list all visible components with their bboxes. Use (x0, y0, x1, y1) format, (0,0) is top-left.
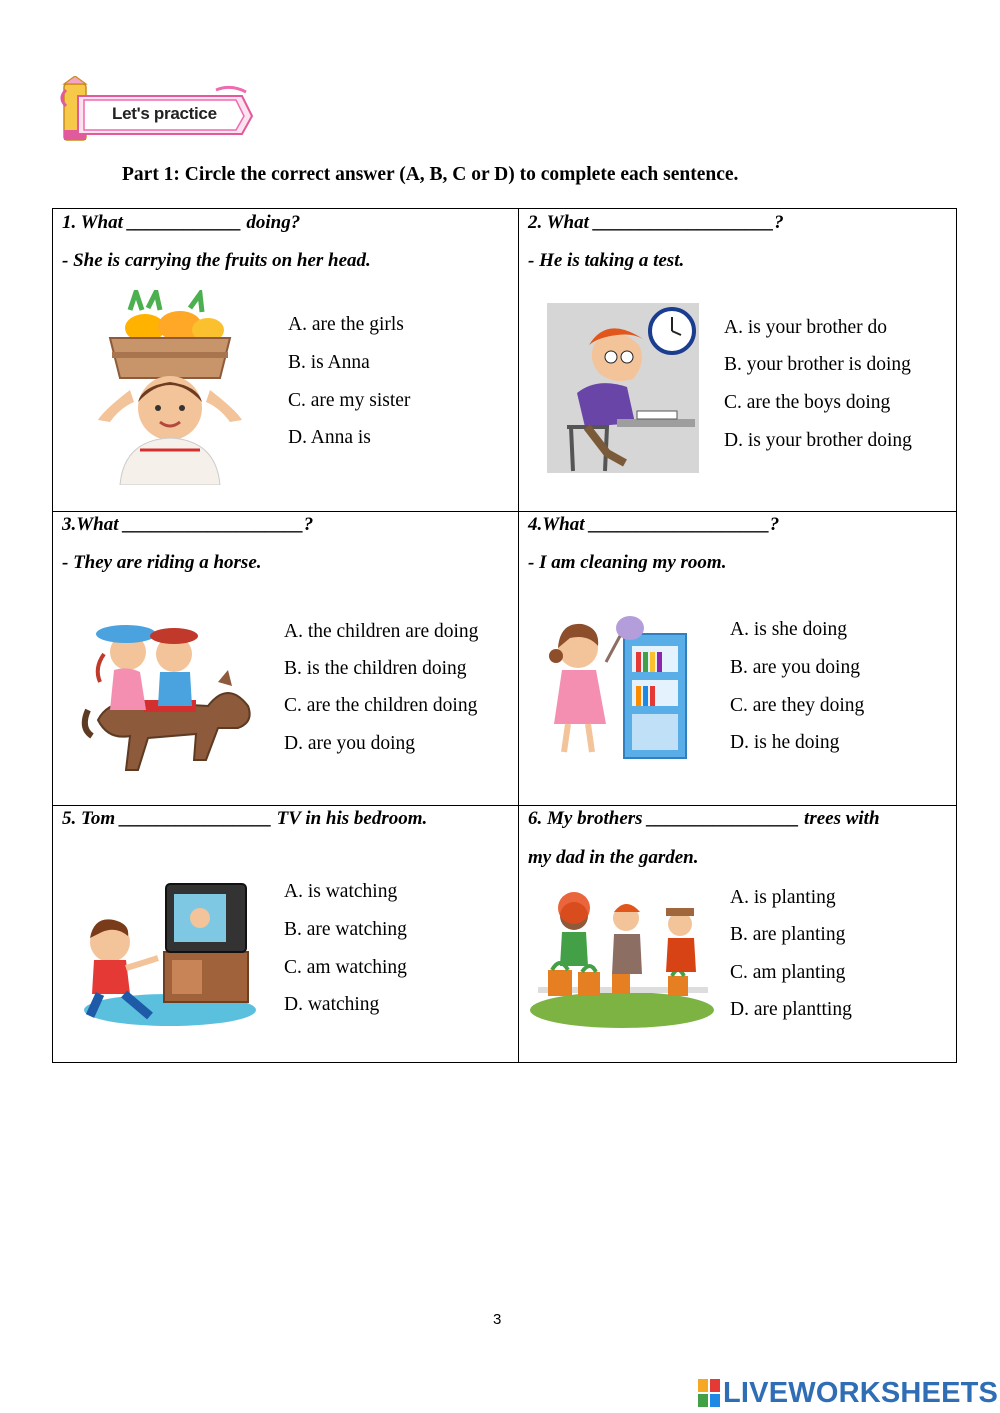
q6-option-a[interactable]: A. is planting (730, 887, 836, 908)
question-4-answer: - I am cleaning my room. (528, 552, 727, 573)
q6-option-b[interactable]: B. are planting (730, 924, 846, 945)
people-planting-garden-icon (528, 890, 714, 1032)
q1-option-b[interactable]: B. is Anna (288, 352, 370, 373)
q3-option-c[interactable]: C. are the children doing (284, 695, 478, 716)
children-riding-horse-icon (78, 610, 256, 775)
q4-option-c[interactable]: C. are they doing (730, 695, 865, 716)
q2-option-d[interactable]: D. is your brother doing (724, 430, 912, 451)
q2-option-c[interactable]: C. are the boys doing (724, 392, 891, 413)
question-5-prompt: 5. Tom ________________ TV in his bedroom. (62, 808, 428, 829)
question-6-answer: my dad in the garden. (528, 847, 699, 868)
question-2-prompt: 2. What ___________________? (528, 212, 784, 233)
q1-option-d[interactable]: D. Anna is (288, 427, 371, 448)
q5-option-b[interactable]: B. are watching (284, 919, 407, 940)
q4-option-d[interactable]: D. is he doing (730, 732, 840, 753)
q5-option-c[interactable]: C. am watching (284, 957, 407, 978)
q2-option-b[interactable]: B. your brother is doing (724, 354, 911, 375)
table-divider-row2 (52, 805, 957, 806)
table-divider-row1 (52, 511, 957, 512)
q4-option-a[interactable]: A. is she doing (730, 619, 847, 640)
q5-option-d[interactable]: D. watching (284, 994, 380, 1015)
question-4-prompt: 4.What ___________________? (528, 514, 780, 535)
q1-option-c[interactable]: C. are my sister (288, 390, 411, 411)
q5-option-a[interactable]: A. is watching (284, 881, 398, 902)
liveworksheets-logo[interactable] (698, 1376, 998, 1410)
question-1-answer: - She is carrying the fruits on her head. (62, 250, 371, 271)
boy-taking-test-icon (547, 303, 699, 473)
table-divider-vertical (518, 208, 519, 1063)
question-3-prompt: 3.What ___________________? (62, 514, 314, 535)
instructions: Part 1: Circle the correct answer (A, B, C or D) to complete each sentence. (122, 164, 739, 185)
question-6-prompt: 6. My brothers ________________ trees with (528, 808, 880, 829)
girl-carrying-fruit-basket-icon (90, 290, 245, 485)
question-1-prompt: 1. What ____________ doing? (62, 212, 301, 233)
q1-option-a[interactable]: A. are the girls (288, 314, 404, 335)
q6-option-c[interactable]: C. am planting (730, 962, 846, 983)
q6-option-d[interactable]: D. are plantting (730, 999, 852, 1020)
q3-option-d[interactable]: D. are you doing (284, 733, 416, 754)
q3-option-a[interactable]: A. the children are doing (284, 621, 479, 642)
q2-option-a[interactable]: A. is your brother do (724, 317, 888, 338)
badge-label: Let's practice (112, 104, 217, 123)
q3-option-b[interactable]: B. is the children doing (284, 658, 467, 679)
question-3-answer: - They are riding a horse. (62, 552, 262, 573)
boy-watching-tv-icon (80, 882, 258, 1028)
question-2-answer: - He is taking a test. (528, 250, 685, 271)
girl-cleaning-room-icon (548, 612, 690, 760)
q4-option-b[interactable]: B. are you doing (730, 657, 860, 678)
brand-name: LIVEWORKSHEETS (723, 1376, 999, 1409)
liveworksheets-mark-icon (698, 1379, 720, 1407)
page-number: 3 (493, 1311, 502, 1328)
